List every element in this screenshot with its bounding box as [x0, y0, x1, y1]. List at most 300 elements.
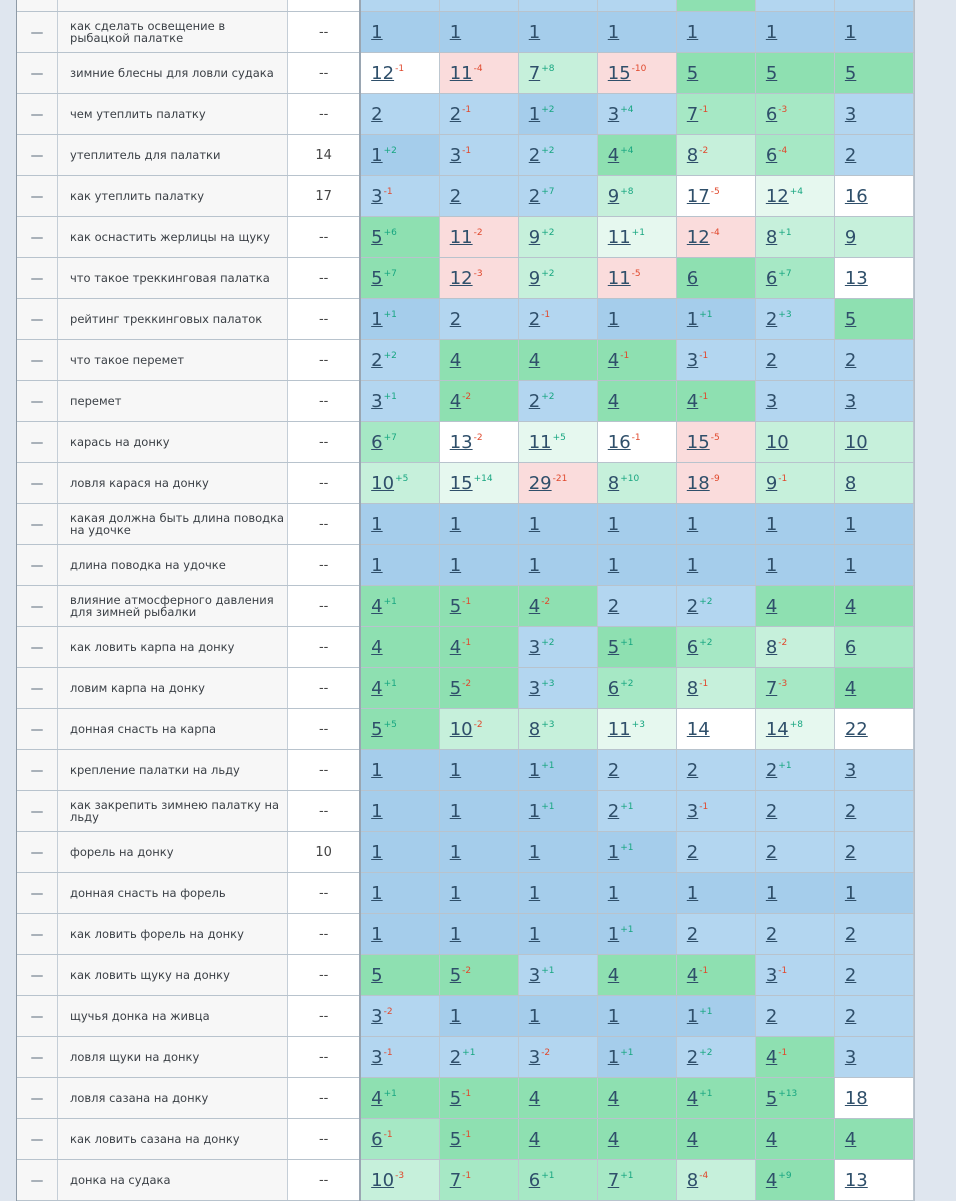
position-link[interactable]: 1 [686, 308, 699, 330]
position-link[interactable]: 12 [765, 185, 789, 207]
position-link[interactable]: 8 [765, 226, 778, 248]
position-link[interactable]: 2 [607, 800, 620, 822]
position-link[interactable]: 8 [686, 1169, 699, 1191]
position-link[interactable]: 2 [528, 308, 541, 330]
position-change: -1 [699, 104, 709, 115]
position-link[interactable]: 1 [528, 759, 541, 781]
position-link[interactable]: 1 [607, 923, 620, 945]
position-link[interactable]: 7 [607, 1169, 620, 1191]
position-link[interactable]: 7 [686, 103, 699, 125]
position-link[interactable]: 9 [528, 226, 541, 248]
position-link[interactable]: 2 [765, 841, 778, 863]
table-row [17, 1037, 914, 1078]
position-link[interactable]: 1 [371, 841, 383, 863]
position-link[interactable]: 2 [765, 349, 778, 371]
position-link[interactable]: 12 [686, 226, 710, 248]
position-link[interactable]: 9 [607, 185, 620, 207]
remove-row-icon[interactable] [31, 729, 43, 731]
position-link[interactable]: 1 [449, 759, 462, 781]
position-link[interactable]: 2 [449, 1046, 462, 1068]
position-link[interactable]: 1 [607, 21, 620, 43]
position-link[interactable]: 8 [844, 472, 857, 494]
position-link[interactable]: 2 [844, 349, 857, 371]
position-link[interactable]: 11 [528, 431, 552, 453]
position-link[interactable]: 4 [371, 636, 383, 658]
position-link[interactable]: 2 [686, 923, 699, 945]
position-link[interactable]: 1 [449, 554, 462, 576]
remove-row-icon[interactable] [31, 524, 43, 526]
position-cell [439, 504, 518, 545]
remove-row-icon[interactable] [31, 606, 43, 608]
row-control[interactable] [17, 340, 58, 381]
position-link[interactable]: 1 [371, 923, 383, 945]
position-link[interactable]: 13 [844, 267, 868, 289]
position-link[interactable]: 8 [607, 472, 620, 494]
position-link[interactable]: 4 [686, 1087, 699, 1109]
remove-row-icon[interactable] [31, 811, 43, 813]
position-link[interactable]: 2 [844, 923, 857, 945]
position-link[interactable]: 2 [449, 185, 462, 207]
remove-row-icon[interactable] [31, 1098, 43, 1100]
position-link[interactable]: 15 [607, 62, 631, 84]
position-link[interactable]: 7 [449, 1169, 462, 1191]
position-link[interactable]: 1 [449, 923, 462, 945]
position-link[interactable]: 18 [844, 1087, 868, 1109]
position-link[interactable]: 1 [449, 800, 462, 822]
position-cell [597, 873, 676, 914]
remove-row-icon[interactable] [31, 1180, 43, 1182]
position-link[interactable]: 1 [371, 759, 383, 781]
position-link[interactable]: 1 [844, 882, 857, 904]
row-control[interactable] [17, 422, 58, 463]
position-link[interactable]: 8 [765, 636, 778, 658]
position-link[interactable]: 1 [449, 513, 462, 535]
position-link[interactable]: 3 [449, 144, 462, 166]
position-link[interactable]: 4 [371, 595, 383, 617]
position-link[interactable]: 1 [449, 1005, 462, 1027]
row-control[interactable] [17, 545, 58, 586]
row-control[interactable] [17, 258, 58, 299]
position-link[interactable]: 2 [686, 595, 699, 617]
position-link[interactable]: 4 [371, 1087, 383, 1109]
position-link[interactable]: 10 [844, 431, 868, 453]
remove-row-icon[interactable] [31, 278, 43, 280]
position-link[interactable]: 11 [607, 718, 631, 740]
position-cell [597, 668, 676, 709]
row-control[interactable] [17, 668, 58, 709]
position-link[interactable]: 6 [765, 267, 778, 289]
row-control[interactable] [17, 217, 58, 258]
row-control[interactable] [17, 914, 58, 955]
position-link[interactable]: 8 [528, 718, 541, 740]
position-link[interactable]: 4 [765, 1128, 778, 1150]
position-cell [676, 217, 755, 258]
position-link[interactable]: 3 [528, 1046, 541, 1068]
position-link[interactable]: 1 [371, 882, 383, 904]
position-link[interactable]: 16 [844, 185, 868, 207]
row-control[interactable] [17, 463, 58, 504]
position-link[interactable]: 4 [607, 144, 620, 166]
position-link[interactable]: 2 [528, 390, 541, 412]
position-link[interactable]: 1 [528, 800, 541, 822]
position-link[interactable]: 3 [686, 800, 699, 822]
row-control[interactable] [17, 1078, 58, 1119]
position-link[interactable]: 2 [371, 349, 383, 371]
position-link[interactable]: 1 [528, 882, 541, 904]
row-control[interactable] [17, 627, 58, 668]
position-link[interactable]: 14 [686, 718, 710, 740]
position-link[interactable]: 4 [765, 595, 778, 617]
position-link[interactable]: 6 [765, 144, 778, 166]
frequency-cell: 14 [288, 135, 361, 176]
position-link[interactable]: 6 [371, 431, 383, 453]
position-link[interactable]: 5 [371, 718, 383, 740]
position-change: -5 [710, 186, 720, 197]
position-link[interactable]: 3 [528, 636, 541, 658]
position-link[interactable]: 2 [765, 759, 778, 781]
position-link[interactable]: 3 [528, 964, 541, 986]
position-change: +3 [541, 678, 555, 689]
row-control[interactable] [17, 299, 58, 340]
position-link[interactable]: 15 [449, 472, 473, 494]
position-link[interactable]: 1 [528, 841, 541, 863]
position-link[interactable]: 1 [528, 1005, 541, 1027]
position-link[interactable]: 1 [607, 841, 620, 863]
row-control[interactable] [17, 504, 58, 545]
position-link[interactable]: 5 [449, 1128, 462, 1150]
position-change: +1 [383, 1088, 397, 1099]
position-link[interactable]: 2 [371, 103, 383, 125]
position-link[interactable]: 5 [449, 1087, 462, 1109]
row-control[interactable] [17, 709, 58, 750]
position-link[interactable]: 4 [528, 1128, 541, 1150]
position-link[interactable]: 2 [686, 1046, 699, 1068]
remove-row-icon[interactable] [31, 688, 43, 690]
position-link[interactable]: 4 [844, 677, 857, 699]
position-link[interactable]: 6 [528, 1169, 541, 1191]
position-link[interactable]: 1 [607, 1005, 620, 1027]
position-link[interactable]: 2 [528, 185, 541, 207]
position-link[interactable]: 1 [371, 800, 383, 822]
position-link[interactable]: 1 [449, 882, 462, 904]
position-link[interactable]: 9 [528, 267, 541, 289]
position-change: +8 [541, 63, 555, 74]
position-link[interactable]: 2 [844, 144, 857, 166]
position-link[interactable]: 5 [449, 964, 462, 986]
row-control[interactable] [17, 176, 58, 217]
position-link[interactable]: 17 [686, 185, 710, 207]
position-cell [676, 1078, 755, 1119]
position-link[interactable]: 1 [844, 554, 857, 576]
position-link[interactable]: 4 [686, 1128, 699, 1150]
row-control[interactable] [17, 1037, 58, 1078]
position-link[interactable]: 13 [844, 1169, 868, 1191]
position-link[interactable]: 4 [449, 349, 462, 371]
position-link[interactable]: 1 [607, 882, 620, 904]
position-link[interactable]: 7 [528, 62, 541, 84]
position-change: -1 [778, 473, 788, 484]
position-link[interactable]: 5 [371, 964, 383, 986]
position-link[interactable]: 1 [844, 513, 857, 535]
position-cell [360, 299, 439, 340]
position-link[interactable]: 1 [449, 841, 462, 863]
position-link[interactable]: 1 [607, 554, 620, 576]
position-link[interactable]: 29 [528, 472, 552, 494]
position-link[interactable]: 1 [607, 1046, 620, 1068]
position-link[interactable]: 1 [607, 308, 620, 330]
position-link[interactable]: 3 [686, 349, 699, 371]
keyword-cell: что такое перемет [58, 340, 288, 381]
position-link[interactable]: 4 [528, 595, 541, 617]
position-link[interactable]: 6 [371, 1128, 383, 1150]
remove-row-icon[interactable] [31, 1016, 43, 1018]
frequency-cell: -- [288, 94, 361, 135]
row-control[interactable] [17, 12, 58, 53]
row-control[interactable] [17, 0, 58, 12]
position-link[interactable]: 1 [528, 554, 541, 576]
position-link[interactable]: 2 [844, 964, 857, 986]
position-link[interactable]: 2 [844, 1005, 857, 1027]
position-link[interactable]: 5 [607, 636, 620, 658]
position-link[interactable]: 2 [765, 308, 778, 330]
position-link[interactable]: 2 [528, 144, 541, 166]
position-link[interactable]: 4 [844, 1128, 857, 1150]
position-link[interactable]: 1 [528, 21, 541, 43]
position-link[interactable]: 6 [765, 103, 778, 125]
remove-row-icon[interactable] [31, 934, 43, 936]
position-link[interactable]: 2 [607, 595, 620, 617]
position-link[interactable]: 4 [449, 636, 462, 658]
position-link[interactable]: 4 [528, 1087, 541, 1109]
row-control[interactable] [17, 135, 58, 176]
frequency-cell: -- [288, 217, 361, 258]
position-link[interactable]: 1 [528, 923, 541, 945]
position-change: +1 [620, 1047, 634, 1058]
remove-row-icon[interactable] [31, 975, 43, 977]
position-link[interactable]: 9 [765, 472, 778, 494]
position-link[interactable]: 2 [844, 800, 857, 822]
position-link[interactable]: 10 [371, 472, 395, 494]
position-change: +5 [383, 719, 397, 730]
position-link[interactable]: 5 [371, 267, 383, 289]
remove-row-icon[interactable] [31, 442, 43, 444]
position-link[interactable]: 1 [607, 513, 620, 535]
row-control[interactable] [17, 1160, 58, 1201]
position-link[interactable]: 4 [765, 1169, 778, 1191]
position-link[interactable]: 5 [449, 595, 462, 617]
row-control[interactable] [17, 955, 58, 996]
position-link[interactable]: 1 [371, 554, 383, 576]
remove-row-icon[interactable] [31, 114, 43, 116]
position-link[interactable]: 1 [371, 308, 383, 330]
position-link[interactable]: 3 [371, 390, 383, 412]
position-link[interactable]: 10 [449, 718, 473, 740]
position-link[interactable]: 5 [844, 62, 857, 84]
table-row [17, 791, 914, 832]
position-link[interactable]: 8 [686, 677, 699, 699]
position-link[interactable]: 2 [765, 800, 778, 822]
position-link[interactable]: 4 [686, 964, 699, 986]
row-control[interactable] [17, 1119, 58, 1160]
position-link[interactable]: 10 [765, 431, 789, 453]
position-cell [676, 340, 755, 381]
position-link[interactable]: 4 [528, 349, 541, 371]
position-cell [597, 258, 676, 299]
position-change: -1 [462, 596, 472, 607]
remove-row-icon[interactable] [31, 155, 43, 157]
remove-row-icon[interactable] [31, 647, 43, 649]
position-link[interactable]: 2 [844, 841, 857, 863]
position-cell [755, 955, 834, 996]
remove-row-icon[interactable] [31, 319, 43, 321]
position-link[interactable]: 15 [686, 431, 710, 453]
position-link[interactable]: 4 [607, 390, 620, 412]
position-link[interactable]: 11 [607, 226, 631, 248]
position-link[interactable]: 4 [607, 1128, 620, 1150]
position-link[interactable]: 1 [371, 144, 383, 166]
row-control[interactable] [17, 996, 58, 1037]
position-cell [755, 996, 834, 1037]
position-cell [676, 627, 755, 668]
remove-row-icon[interactable] [31, 73, 43, 75]
position-link[interactable]: 1 [686, 21, 699, 43]
position-link[interactable]: 1 [686, 882, 699, 904]
row-control[interactable] [17, 94, 58, 135]
remove-row-icon[interactable] [31, 770, 43, 772]
position-link[interactable]: 3 [528, 677, 541, 699]
position-link[interactable]: 2 [765, 923, 778, 945]
position-link[interactable]: 1 [528, 513, 541, 535]
remove-row-icon[interactable] [31, 1139, 43, 1141]
position-link[interactable]: 4 [371, 677, 383, 699]
position-link[interactable]: 11 [449, 62, 473, 84]
position-link[interactable]: 10 [371, 1169, 395, 1191]
row-control[interactable] [17, 750, 58, 791]
position-link[interactable]: 6 [686, 636, 699, 658]
remove-row-icon[interactable] [31, 32, 43, 34]
remove-row-icon[interactable] [31, 237, 43, 239]
position-link[interactable]: 7 [765, 677, 778, 699]
position-link[interactable]: 2 [686, 841, 699, 863]
row-control[interactable] [17, 873, 58, 914]
position-link[interactable]: 3 [844, 1046, 857, 1068]
position-link[interactable]: 1 [528, 103, 541, 125]
position-link[interactable]: 9 [844, 226, 857, 248]
position-link[interactable]: 3 [607, 103, 620, 125]
position-link[interactable]: 3 [765, 964, 778, 986]
position-link[interactable]: 4 [686, 390, 699, 412]
position-link[interactable]: 5 [686, 62, 699, 84]
position-link[interactable]: 3 [844, 390, 857, 412]
position-link[interactable]: 3 [765, 390, 778, 412]
row-control[interactable] [17, 53, 58, 94]
position-link[interactable]: 1 [371, 21, 383, 43]
position-link[interactable]: 1 [765, 554, 778, 576]
position-link[interactable]: 1 [844, 21, 857, 43]
position-link[interactable]: 4 [607, 349, 620, 371]
position-link[interactable]: 5 [449, 677, 462, 699]
remove-row-icon[interactable] [31, 565, 43, 567]
position-link[interactable]: 6 [686, 267, 699, 289]
remove-row-icon[interactable] [31, 1057, 43, 1059]
position-link[interactable]: 5 [765, 62, 778, 84]
position-link[interactable]: 2 [449, 103, 462, 125]
position-link[interactable]: 3 [371, 1005, 383, 1027]
position-change: -3 [395, 1170, 405, 1181]
position-link[interactable]: 2 [765, 1005, 778, 1027]
position-link[interactable]: 12 [371, 62, 395, 84]
position-link[interactable]: 22 [844, 718, 868, 740]
table-row [17, 1119, 914, 1160]
position-link[interactable]: 18 [686, 472, 710, 494]
position-link[interactable]: 2 [686, 759, 699, 781]
remove-row-icon[interactable] [31, 483, 43, 485]
position-link[interactable]: 12 [449, 267, 473, 289]
frequency-cell: -- [288, 1037, 361, 1078]
remove-row-icon[interactable] [31, 360, 43, 362]
position-link[interactable]: 6 [607, 677, 620, 699]
position-link[interactable]: 13 [449, 431, 473, 453]
position-link[interactable]: 14 [765, 718, 789, 740]
row-control[interactable] [17, 586, 58, 627]
position-link[interactable]: 4 [765, 1046, 778, 1068]
position-link[interactable]: 6 [844, 636, 857, 658]
position-cell [597, 422, 676, 463]
position-link[interactable]: 1 [686, 554, 699, 576]
keyword-cell: рейтинг треккинговых палаток [58, 299, 288, 340]
remove-row-icon[interactable] [31, 852, 43, 854]
position-change: -2 [462, 391, 472, 402]
position-link[interactable]: 2 [607, 759, 620, 781]
position-link[interactable]: 1 [371, 513, 383, 535]
position-cell [597, 914, 676, 955]
position-link[interactable]: 2 [449, 308, 462, 330]
position-link[interactable]: 4 [844, 595, 857, 617]
table-row [17, 873, 914, 914]
table-row [17, 914, 914, 955]
position-link[interactable]: 1 [765, 21, 778, 43]
position-cell [597, 996, 676, 1037]
position-link[interactable]: 4 [449, 390, 462, 412]
position-link[interactable]: 5 [371, 226, 383, 248]
remove-row-icon[interactable] [31, 401, 43, 403]
position-cell [834, 996, 913, 1037]
position-link[interactable]: 5 [765, 1087, 778, 1109]
position-link[interactable]: 3 [844, 759, 857, 781]
row-control[interactable] [17, 791, 58, 832]
row-control[interactable] [17, 832, 58, 873]
position-cell [755, 1037, 834, 1078]
position-link[interactable]: 3 [371, 1046, 383, 1068]
position-link[interactable]: 1 [765, 513, 778, 535]
remove-row-icon[interactable] [31, 893, 43, 895]
position-link[interactable]: 1 [449, 21, 462, 43]
position-link[interactable]: 16 [607, 431, 631, 453]
position-link[interactable]: 4 [607, 964, 620, 986]
position-link[interactable]: 5 [844, 308, 857, 330]
remove-row-icon[interactable] [31, 196, 43, 198]
position-link[interactable]: 1 [686, 1005, 699, 1027]
position-link[interactable]: 1 [765, 882, 778, 904]
row-control[interactable] [17, 381, 58, 422]
position-link[interactable]: 1 [686, 513, 699, 535]
position-link[interactable]: 4 [607, 1087, 620, 1109]
position-link[interactable]: 11 [607, 267, 631, 289]
position-link[interactable]: 3 [371, 185, 383, 207]
position-link[interactable]: 11 [449, 226, 473, 248]
position-link[interactable]: 8 [686, 144, 699, 166]
position-link[interactable]: 3 [844, 103, 857, 125]
